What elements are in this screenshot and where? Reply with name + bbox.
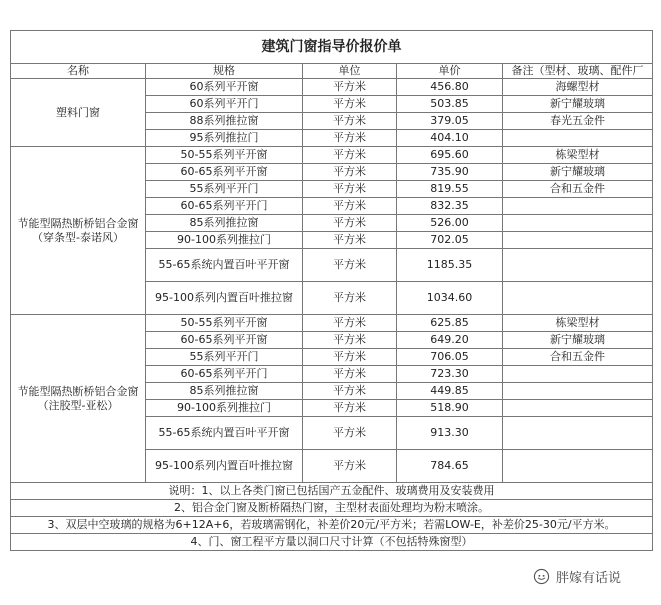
remark-cell: [503, 249, 653, 282]
spec-cell: 95-100系列内置百叶推拉窗: [146, 450, 303, 483]
remark-cell: [503, 417, 653, 450]
remark-cell: [503, 130, 653, 147]
header-name: 名称: [11, 64, 146, 79]
spec-cell: 50-55系列平开窗: [146, 147, 303, 164]
remark-cell: [503, 383, 653, 400]
watermark-text: 胖嫁有话说: [556, 571, 622, 586]
remark-cell: 新宁耀玻璃: [503, 164, 653, 181]
price-cell: 1034.60: [397, 282, 503, 315]
price-table: [10, 30, 653, 551]
group-name: 节能型隔热断桥铝合金窗（穿条型-泰诺风）: [11, 147, 146, 315]
remark-cell: 海螺型材: [503, 79, 653, 96]
unit-cell: 平方米: [303, 181, 397, 198]
unit-cell: 平方米: [303, 315, 397, 332]
remark-cell: 合和五金件: [503, 349, 653, 366]
remark-cell: 合和五金件: [503, 181, 653, 198]
header-price: 单价: [397, 64, 503, 79]
remark-cell: [503, 198, 653, 215]
unit-cell: 平方米: [303, 198, 397, 215]
spec-cell: 85系列推拉窗: [146, 215, 303, 232]
spec-cell: 55-65系统内置百叶平开窗: [146, 249, 303, 282]
price-cell: 456.80: [397, 79, 503, 96]
spec-cell: 60-65系列平开门: [146, 198, 303, 215]
price-cell: 735.90: [397, 164, 503, 181]
remark-cell: [503, 366, 653, 383]
remark-cell: 新宁耀玻璃: [503, 332, 653, 349]
spec-cell: 95-100系列内置百叶推拉窗: [146, 282, 303, 315]
price-cell: 649.20: [397, 332, 503, 349]
price-cell: 819.55: [397, 181, 503, 198]
unit-cell: 平方米: [303, 130, 397, 147]
note-row: [11, 534, 653, 551]
spec-cell: 85系列推拉窗: [146, 383, 303, 400]
unit-cell: 平方米: [303, 450, 397, 483]
table-row: [11, 315, 653, 332]
spec-cell: 55系列平开门: [146, 181, 303, 198]
price-cell: 625.85: [397, 315, 503, 332]
note-text: 4、门、窗工程平方量以洞口尺寸计算（不包括特殊窗型）: [11, 534, 653, 551]
remark-cell: 栋梁型材: [503, 315, 653, 332]
price-cell: 706.05: [397, 349, 503, 366]
unit-cell: 平方米: [303, 164, 397, 181]
note-text: 3、双层中空玻璃的规格为6+12A+6，若玻璃需钢化，补差价20元/平方米；若需LOW-E，补差价25-30元/平方米。: [11, 517, 653, 534]
group-name: 节能型隔热断桥铝合金窗（注胶型-亚松）: [11, 315, 146, 483]
price-cell: 404.10: [397, 130, 503, 147]
watermark: [533, 567, 621, 586]
table-row: [11, 79, 653, 96]
spec-cell: 90-100系列推拉门: [146, 400, 303, 417]
unit-cell: 平方米: [303, 366, 397, 383]
table-row: [11, 147, 653, 164]
spec-cell: 50-55系列平开窗: [146, 315, 303, 332]
header-unit: 单位: [303, 64, 397, 79]
remark-cell: [503, 450, 653, 483]
price-cell: 832.35: [397, 198, 503, 215]
price-cell: 695.60: [397, 147, 503, 164]
unit-cell: 平方米: [303, 417, 397, 450]
note-row: [11, 483, 653, 500]
note-row: [11, 500, 653, 517]
spec-cell: 60-65系列平开窗: [146, 332, 303, 349]
spec-cell: 55系列平开门: [146, 349, 303, 366]
unit-cell: 平方米: [303, 79, 397, 96]
remark-cell: 春光五金件: [503, 113, 653, 130]
price-cell: 518.90: [397, 400, 503, 417]
unit-cell: 平方米: [303, 113, 397, 130]
price-cell: 913.30: [397, 417, 503, 450]
wechat-icon: [533, 568, 550, 585]
spec-cell: 60-65系列平开窗: [146, 164, 303, 181]
spec-cell: 60系列平开门: [146, 96, 303, 113]
price-cell: 784.65: [397, 450, 503, 483]
remark-cell: 栋梁型材: [503, 147, 653, 164]
price-cell: 503.85: [397, 96, 503, 113]
remark-cell: 新宁耀玻璃: [503, 96, 653, 113]
table-title: 建筑门窗指导价报价单: [11, 31, 653, 64]
unit-cell: 平方米: [303, 96, 397, 113]
spec-cell: 60系列平开窗: [146, 79, 303, 96]
unit-cell: 平方米: [303, 282, 397, 315]
group-name: 塑料门窗: [11, 79, 146, 147]
note-text: 2、铝合金门窗及断桥隔热门窗，主型材表面处理均为粉末喷涂。: [11, 500, 653, 517]
spec-cell: 90-100系列推拉门: [146, 232, 303, 249]
remark-cell: [503, 282, 653, 315]
price-cell: 526.00: [397, 215, 503, 232]
price-cell: 723.30: [397, 366, 503, 383]
unit-cell: 平方米: [303, 383, 397, 400]
remark-cell: [503, 215, 653, 232]
header-remark: 备注（型材、玻璃、配件厂: [503, 64, 653, 79]
unit-cell: 平方米: [303, 249, 397, 282]
remark-cell: [503, 400, 653, 417]
note-row: [11, 517, 653, 534]
spec-cell: 60-65系列平开门: [146, 366, 303, 383]
unit-cell: 平方米: [303, 400, 397, 417]
price-cell: 1185.35: [397, 249, 503, 282]
unit-cell: 平方米: [303, 232, 397, 249]
unit-cell: 平方米: [303, 215, 397, 232]
remark-cell: [503, 232, 653, 249]
spec-cell: 55-65系统内置百叶平开窗: [146, 417, 303, 450]
spec-cell: 88系列推拉窗: [146, 113, 303, 130]
spec-cell: 95系列推拉门: [146, 130, 303, 147]
note-text: 说明：1、以上各类门窗已包括国产五金配件、玻璃费用及安装费用: [11, 483, 653, 500]
unit-cell: 平方米: [303, 349, 397, 366]
price-cell: 449.85: [397, 383, 503, 400]
header-spec: 规格: [146, 64, 303, 79]
unit-cell: 平方米: [303, 147, 397, 164]
price-cell: 379.05: [397, 113, 503, 130]
unit-cell: 平方米: [303, 332, 397, 349]
price-cell: 702.05: [397, 232, 503, 249]
